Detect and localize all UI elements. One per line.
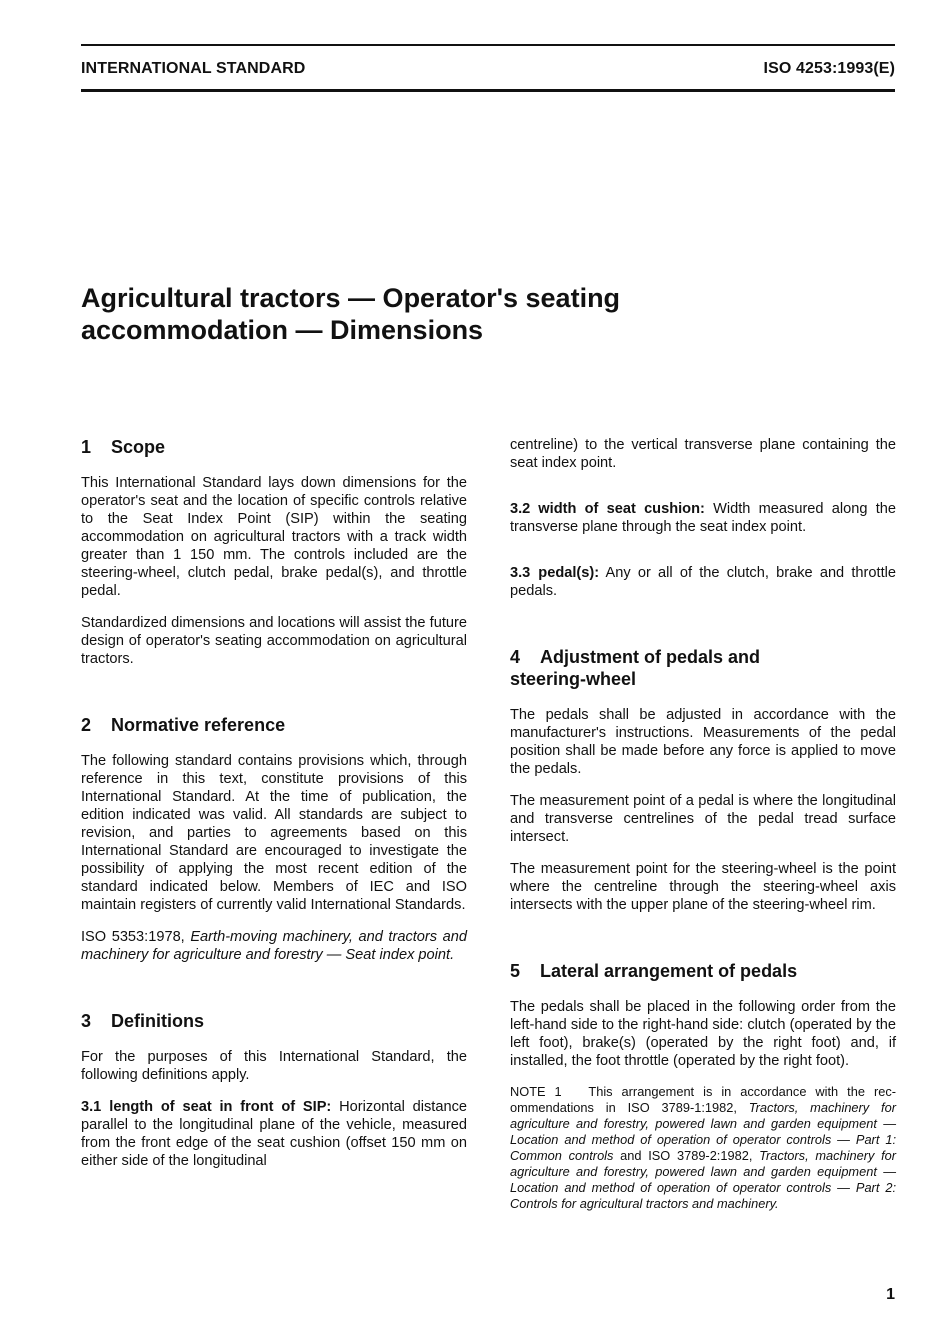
- adjustment-paragraph-3: The measurement point for the steering-wheel is the point where the centreline through the steering-wheel axis intersects with the upper plane of the steering-wheel rim.: [510, 861, 896, 913]
- standard-number-label: ISO 4253:1993(E): [763, 60, 895, 77]
- section-normative-heading: [81, 714, 467, 736]
- title-line-2: accommodation — Dimensions: [81, 315, 484, 345]
- section-title: Normative reference: [111, 715, 286, 735]
- section-title-line-2: steering-wheel: [510, 669, 637, 689]
- scope-paragraph-2: Standardized dimensions and locations will assist the future design of operator's seating accommodation on agricultural tractors.: [81, 615, 467, 667]
- note-label: NOTE 1: [510, 1084, 562, 1099]
- section-number: 3: [81, 1011, 92, 1031]
- header-top-rule: [81, 44, 895, 46]
- definition-number: 3.2: [510, 501, 531, 517]
- section-number: 2: [81, 715, 92, 735]
- section-adjustment-heading: [510, 646, 896, 690]
- definitions-intro: For the purposes of this International Standard, the following definitions apply.: [81, 1049, 467, 1083]
- adjustment-paragraph-2: The measurement point of a pedal is where the longitudinal and transverse centrelines of the pedal tread surface intersect.: [510, 793, 896, 845]
- definition-3-1-continued: centreline) to the vertical transverse plane containing the seat index point.: [510, 437, 896, 471]
- section-title: Scope: [111, 437, 166, 457]
- definition-3-1: [81, 1098, 467, 1170]
- definition-text: Horizontal distance parallel to the longitudinal plane of the vehicle, measured from the front edge of the seat cushion (offset 150 mm on either side of the longitudinal: [81, 1099, 467, 1169]
- definition-3-2: [510, 500, 896, 536]
- scope-paragraph-1: This International Standard lays down dimensions for the operator's seat and the location of specific controls relative to the Seat Index Point (SIP) within the seating accommodation on agricultural tractors with a track width greater than 1 150 mm. The controls included are the steering-wheel, clutch pedal, brake pedal(s), and throttle pedal.: [81, 475, 467, 599]
- definition-term: width of seat cushion:: [538, 501, 705, 517]
- note-text-b: Tractors, machinery for agriculture and forestry, powered lawn and garden equipment — Location and method of operation of operator controls — Part 1: Common controls: [510, 1100, 896, 1163]
- definition-term: length of seat in front of SIP:: [109, 1099, 332, 1115]
- definition-text: Width measured along the transverse plane through the seat index point.: [510, 501, 896, 535]
- definition-term: pedal(s):: [538, 565, 600, 581]
- section-title-line-1: Adjustment of pedals and: [540, 647, 761, 667]
- header-bottom-rule: [81, 89, 895, 92]
- definition-number: 3.3: [510, 565, 531, 581]
- section-number: 5: [510, 961, 521, 981]
- left-column: [81, 436, 467, 1184]
- page-number: 1: [886, 1286, 895, 1303]
- document-title: [81, 282, 781, 346]
- section-number: 1: [81, 437, 92, 457]
- section-lateral-heading: [510, 960, 896, 982]
- title-line-1: Agricultural tractors — Operator's seating: [81, 283, 621, 313]
- note-text-a: This arrangement is in accordance with the recommendations in ISO 3789-1:1982,: [510, 1084, 896, 1115]
- lateral-paragraph: The pedals shall be placed in the following order from the left-hand side to the right-hand side: clutch (operated by the left foot), brake(s) (operated by the right foot) and, if installed, the foot throttle (operated by the right foot).: [510, 999, 896, 1069]
- note-text-c: and ISO 3789-2:1982,: [620, 1148, 753, 1163]
- adjustment-paragraph-1: The pedals shall be adjusted in accordance with the manufacturer's instructions. Measurements of the pedal position shall be made before any force is applied to move the pedals.: [510, 707, 896, 777]
- section-title: Lateral arrangement of pedals: [540, 961, 798, 981]
- reference-code: ISO 5353:1978,: [81, 929, 185, 945]
- section-number: 4: [510, 647, 521, 667]
- definition-3-3: [510, 564, 896, 600]
- section-title: Definitions: [111, 1011, 204, 1031]
- reference-title: Earth-moving machinery, and tractors and machinery for agriculture and forestry — Seat index point.: [81, 929, 467, 963]
- definition-number: 3.1: [81, 1099, 102, 1115]
- section-scope-heading: [81, 436, 467, 458]
- note-text-d: Tractors, machinery for agriculture and forestry, powered lawn and garden equipment — Location and method of operation of operator controls — Part 2: Controls for agricultural tractors and machinery.: [510, 1148, 897, 1211]
- definition-text: Any or all of the clutch, brake and throttle pedals.: [510, 565, 896, 599]
- section-definitions-heading: [81, 1010, 467, 1032]
- note-1: [510, 1084, 896, 1212]
- normative-reference-entry: [81, 928, 467, 964]
- document-type-label: INTERNATIONAL STANDARD: [81, 60, 306, 77]
- normative-paragraph: The following standard contains provisions which, through reference in this text, constitute provisions of this International Standard. At the time of publication, the edition indicated was valid. All standards are subject to revision, and parties to agreements based on this International Standard are encouraged to investigate the possibility of applying the most recent edition of the standard indicated below. Members of IEC and ISO maintain registers of currently valid International Standards.: [81, 753, 467, 913]
- right-column: [510, 436, 896, 1226]
